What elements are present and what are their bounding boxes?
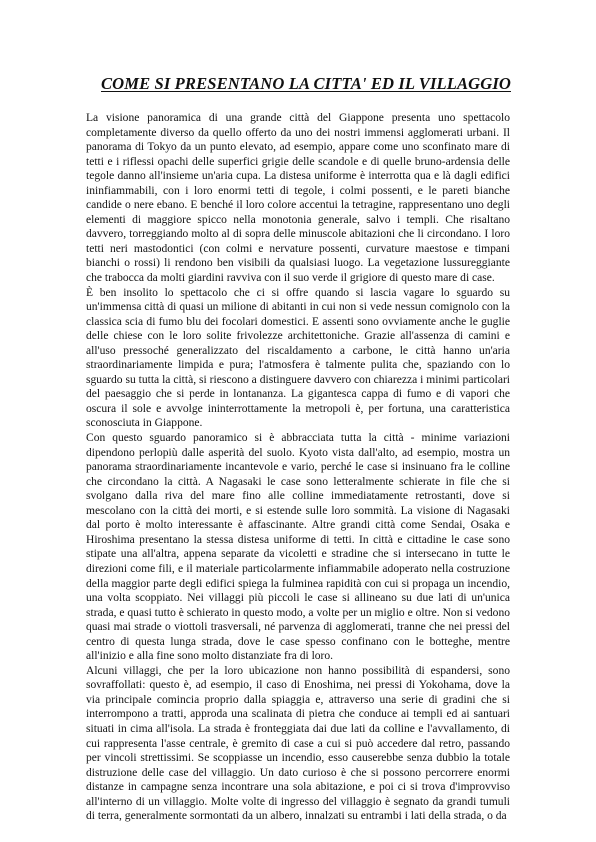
paragraph: La visione panoramica di una grande città del Giappone presenta uno spettacolo completamente diverso da quello offerto da uno dei nostri immensi agglomerati urbani. Il panorama di Tokyo da un punto elevato, ad esempio, appare come uno sconfinato mare di tetti e i riflessi opachi delle superfici grigie delle scandole e di quelle bruno-ardensia delle tegole danno all'insieme un'aria cupa. La distesa uniforme è interrotta qua e là dagli edifici ininfiammabili, con i loro enormi tetti di tegole, i colmi possenti, e le pareti bianche candide o nere ebano. E benché il loro colore accentui la tetragine, rappresentano uno degli elementi di maggiore spicco nella monotonia generale, salvo i templi. Che risaltano davvero, torreggiando molto al di sopra delle minuscole abitazioni che li circondano. I loro tetti neri mastodontici (con colmi e nervature possenti, curvature maestose e timpani bianchi o rossi) li rendono ben visibili da qualsiasi luogo. La vegetazione lussureggiante che trabocca da molti giardini ravviva con il suo verde il grigiore di questo mare di case. — [86, 112, 510, 285]
paragraph: Alcuni villaggi, che per la loro ubicazione non hanno possibilità di espandersi, sono sovraffollati: questo è, ad esempio, il caso di Enoshima, nei pressi di Yokohama, dove la via principale comincia proprio dalla spiaggia e, attraverso una serie di gradini che si interrompono a tratti, approda una scalinata di pietra che conduce ai templi ed ai santuari situati in cima all'isola. La strada è fronteggiata dai due lati da colline e l'avvallamento, di cui rappresenta l'asse centrale, è gremito di case a cui si può accedere dal retro, passando per vincoli strettissimi. Se scoppiasse un incendio, esso causerebbe senza dubbio la totale distruzione delle case del villaggio. Un dato curioso è che si possono percorrere enormi distanze in campagne senza incontrare una sola abitazione, e poi ci si trova d'improvviso all'interno di un villaggio. Molte volte di ingresso del villaggio è segnato da grandi tumuli di terra, generalmente sormontati da un albero, innalzati su entrambi i lati della strada, o da — [86, 664, 510, 823]
paragraph: Con questo sguardo panoramico si è abbracciata tutta la città - minime variazioni dipendono perlopiù dalle asperità del suolo. Kyoto vista dall'alto, ad esempio, mostra un panorama straordinariamente incantevole e vario, perché le case si insinuano fra le colline che circondano la città. A Nagasaki le case sono letteralmente schierate in file che si svolgano dalla riva del mare fino alle colline immediatamente retrostanti, dove si mescolano con la città dei morti, e si estende sulle loro sommità. La visione di Nagasaki dal porto è molto interessante è affascinante. Altre grandi città come Sendai, Osaka e Hiroshima presentano la stessa distesa uniforme di tetti. In città e cittadine le case sono stipate una all'altra, appena separate da vicoletti e stradine che si intersecano in tutte le direzioni come fili, e il materiale particolarmente infiammabile adoperato nella costruzione della maggior parte degli edifici spiega la fulminea rapidità con cui si propaga un incendio, una volta scoppiato. Nei villaggi più piccoli le case si allineano su due lati di un'unica strada, e quasi tutto è schierato in questo modo, a volte per un miglio e oltre. Non si vedono quasi mai strade o viottoli trasversali, né parvenza di agglomerati, tranne che nei pressi del centro di questa lunga strada, dove le case spesso confinano con le botteghe, mentre all'inizio e alla fine sono molto distanziate fra di loro. — [86, 432, 510, 663]
body-text — [86, 111, 510, 824]
page-title: COME SI PRESENTANO LA CITTA' ED IL VILLAGGIO — [101, 74, 511, 93]
paragraph: È ben insolito lo spettacolo che ci si offre quando si lascia vagare lo sguardo su un'immensa città di quasi un milione di abitanti in cui non si vede nessun comignolo con la classica scia di fumo blu dei focolari domestici. E assenti sono ovviamente anche le guglie delle chiese con le loro solite frivolezze architettoniche. Grazie all'assenza di camini e all'uso pressoché generalizzato del riscaldamento a carbone, le città hanno un'aria straordinariamente limpida e pura; l'atmosfera è talmente pulita che, spaziando con lo sguardo su tutta la città, si riescono a distinguere davvero con chiarezza i minimi particolari del paesaggio che si perde in lontananza. La gigantesca cappa di fumo e di vapori che oscura il sole e avvolge ininterrottamente la metropoli è, per fortuna, una caratteristica sconosciuta in Giappone. — [86, 286, 510, 430]
